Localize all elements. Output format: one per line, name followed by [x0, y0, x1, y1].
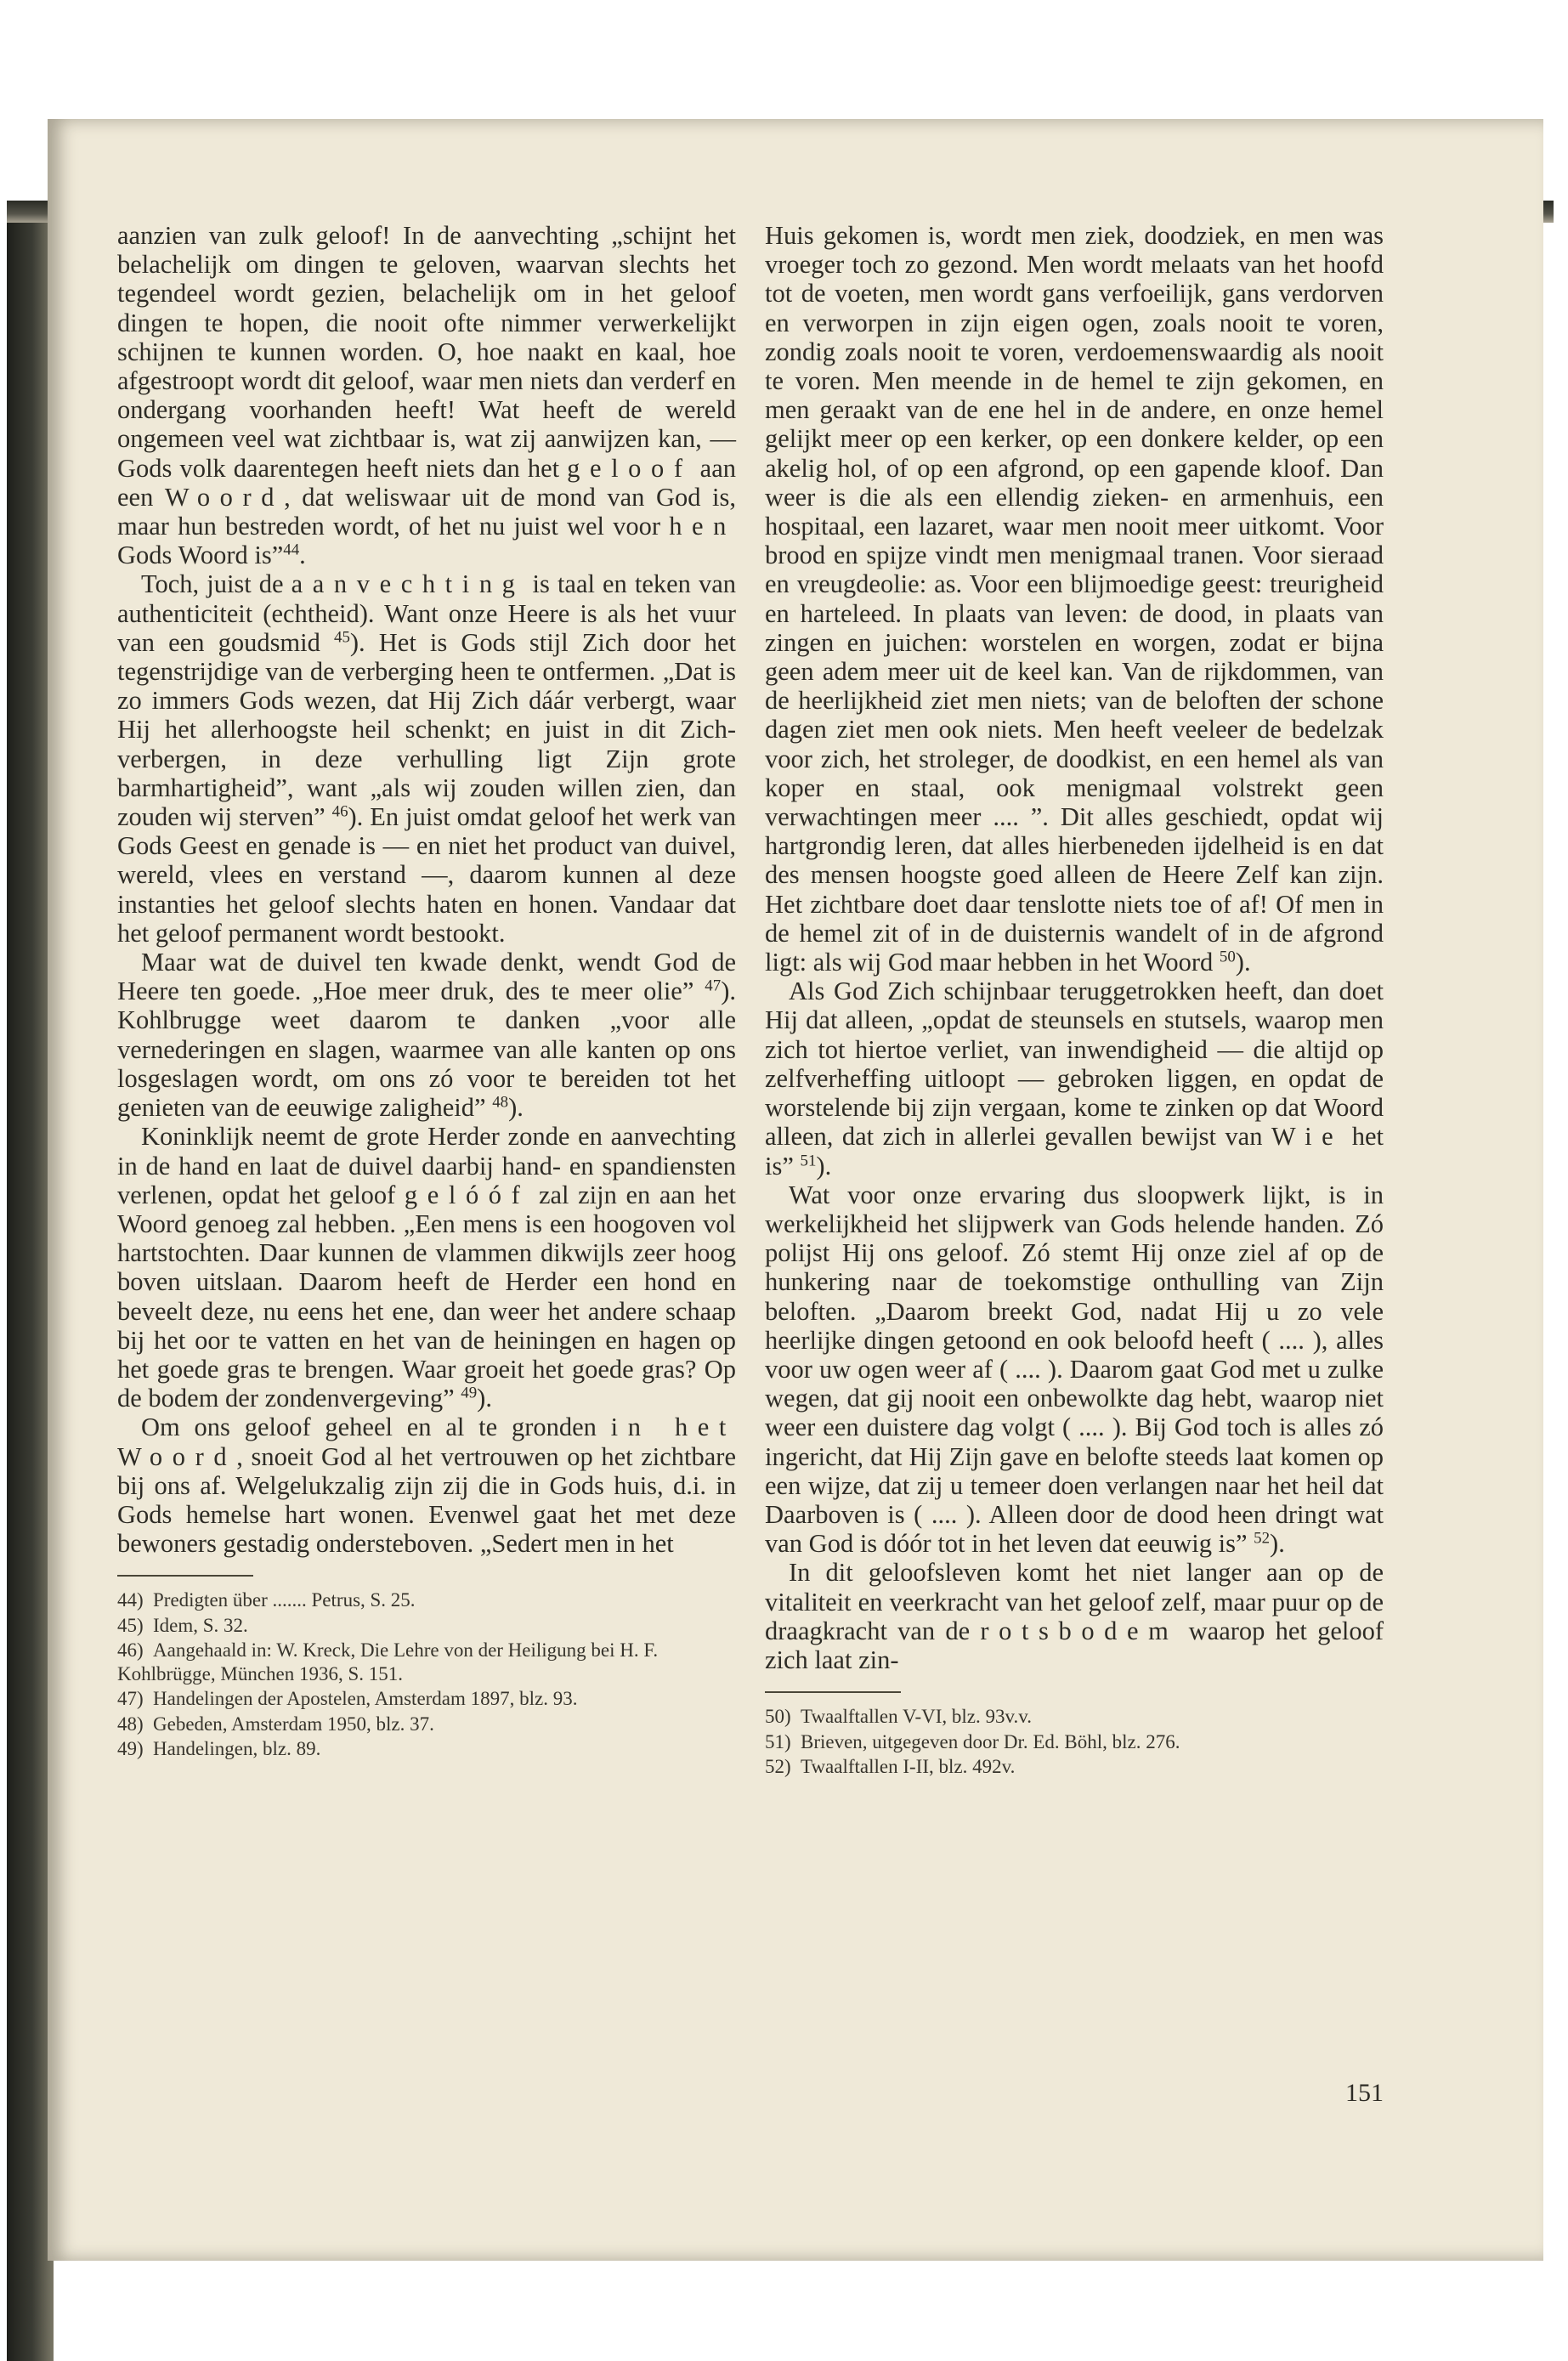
footnote: 48) Gebeden, Amsterdam 1950, blz. 37.: [117, 1713, 434, 1735]
footnote: 52) Twaalftallen I-II, blz. 492v.: [765, 1756, 1016, 1778]
footnote-ref: 46: [331, 802, 348, 821]
footnote: 50) Twaalftallen V-VI, blz. 93v.v.: [765, 1706, 1032, 1728]
page-number: 151: [1345, 2079, 1384, 2107]
right-paragraph-3: Wat voor onze ervaring dus sloopwerk lijkt, is in werkelijkheid het slijpwerk van Gods helende handen. Zó polijst Hij ons geloof. Zó stemt Hij onze ziel af op de hunkering naar de toekomstige onthulling van Zijn beloften. „Daarom breekt God, nadat Hij u zo vele heerlijke dingen getoond en ook beloofd heeft ( .... ), alles voor uw ogen weer af ( .... ). Daarom gaat God met u zulke wegen, dat gij nooit een onbewolkte dag hebt, waarop niet weer een duistere dag volgt ( .... ). Bij God toch is alles zó ingericht, dat Hij Zijn gave en belofte steeds laat komen op een wijze, dat zij u temeer doen verlangen naar het heil dat Daarboven is ( .... ). Alleen door de dood heen dringt wat van God is dóór tot in het leven dat eeuwig is” $^{52}$).: [765, 1180, 1384, 1559]
footnote-separator: [117, 1575, 253, 1577]
footnote: 45) Idem, S. 32.: [117, 1614, 248, 1636]
right-footnotes: [765, 1705, 1384, 1779]
footnote: 47) Handelingen der Apostelen, Amsterdam 1897, blz. 93.: [117, 1688, 578, 1710]
footnote-ref: 51: [800, 1152, 817, 1170]
right-paragraph-2: Als God Zich schijnbaar teruggetrokken heeft, dan doet Hij dat alleen, „opdat de steunsels en stutsels, waarop men zich tot hiertoe verliet, van inwendigheid — die altijd op zelfverheffing uitloopt — gebroken liggen, en opdat de worstelende bij zijn vergaan, kome te zinken op dat Woord alleen, dat zich in allerlei gevallen bewijst van Wie het is” $^{51}$).: [765, 977, 1384, 1180]
footnote: 46) Aangehaald in: W. Kreck, Die Lehre von der Heiligung bei H. F. Kohlbrügge, München 1936, S. 151.: [117, 1639, 659, 1684]
left-column: [117, 221, 736, 1763]
footnote-ref: 50: [1219, 948, 1236, 966]
footnote-ref: 44: [283, 541, 300, 559]
left-paragraph-1: aanzien van zulk geloof! In de aanvechting „schijnt het belachelijk om dingen te geloven, waarvan slechts het tegendeel wordt gezien, belachelijk om in het geloof dingen te hopen, die nooit ofte nimmer verwerkelijkt schijnen te kunnen worden. O, hoe naakt en kaal, hoe afgestroopt wordt dit geloof, waar men niets dan verderf en ondergang voorhanden heeft! Wat heeft de wereld ongemeen veel wat zichtbaar is, wat zij aanwijzen kan, — Gods volk daarentegen heeft niets dan het geloof aan een Woord, dat weliswaar uit de mond van God is, maar hun bestreden wordt, of het nu juist wel voor hen Gods Woord is”$^{44}$.: [117, 221, 737, 570]
left-footnotes: [117, 1588, 736, 1761]
footnote-ref: 47: [705, 977, 722, 995]
footnote-ref: 45: [333, 628, 350, 647]
left-paragraph-4: Koninklijk neemt de grote Herder zonde en aanvechting in de hand en laat de duivel daarbij hand- en spandiensten verlenen, opdat het geloof gelóóf zal zijn en aan het Woord genoeg zal hebben. „Een mens is een hoogoven vol hartstochten. Daar kunnen de vlammen dikwijls zeer hoog boven uitslaan. Daarom heeft de Herder een hond en beveelt deze, nu eens het ene, dan weer het andere schaap bij het oor te vatten en het van de heiningen en hagen op het goede gras te brengen. Waar groeit het goede gras? Op de bodem der zondenvergeving” $^{49}$).: [117, 1122, 736, 1413]
footnote: 49) Handelingen, blz. 89.: [117, 1738, 321, 1760]
left-paragraph-2: Toch, juist de aanvechting is taal en teken van authenticiteit (echtheid). Want onze Heere is als het vuur van een goudsmid $^{45}$). Het is Gods stijl Zich door het tegenstrijdige van de verberging heen te ontfermen. „Dat is zo immers Gods wezen, dat Hij Zich dáár verbergt, waar Hij het allerhoogste heil schenkt; en juist in dit Zich-verbergen, in deze verhulling ligt Zijn grote barmhartigheid”, want „als wij zouden willen zien, dan zouden wij sterven” $^{46}$). En juist omdat geloof het werk van Gods Geest en genade is — en niet het product van duivel, wereld, vlees en verstand —, daarom kunnen al deze instanties het geloof slechts haten en honen. Vandaar dat het geloof permanent wordt bestookt.: [117, 569, 736, 948]
footnote: 51) Brieven, uitgegeven door Dr. Ed. Böhl, blz. 276.: [765, 1730, 1180, 1752]
footnote-ref: 52: [1254, 1529, 1271, 1548]
book-spine: [7, 211, 54, 2361]
footnote-ref: 48: [492, 1093, 509, 1112]
footnote-separator: [765, 1691, 901, 1693]
right-paragraph-4: In dit geloofsleven komt het niet langer aan op de vitaliteit en veerkracht van het geloof zelf, maar puur op de draagkracht van de rotsbodem waarop het geloof zich laat zin-: [765, 1558, 1384, 1674]
right-paragraph-1: Huis gekomen is, wordt men ziek, doodziek, en men was vroeger toch zo gezond. Men wordt melaats van het hoofd tot de voeten, men wordt gans verfoeilijk, gans verdorven en verworpen in zijn eigen ogen, zoals nooit te voren, zondig zoals nooit te voren, verdoemenswaardig als nooit te voren. Men meende in de hemel te zijn gekomen, en men geraakt van de ene hel in de andere, en onze hemel gelijkt meer op een kerker, op een donkere kelder, op een akelig hol, of op een afgrond, op een gapende kloof. Dan weer is die als een ellendig zieken- en armenhuis, een hospitaal, een lazaret, waar men nooit meer uitkomt. Voor brood en spijze vindt men menigmaal tranen. Voor sieraad en vreugdeolie: as. Voor een blijmoedige geest: treurigheid en harteleed. In plaats van leven: de dood, in plaats van zingen en juichen: worstelen en worgen, zodat er bijna geen adem meer uit de keel kan. Van de rijkdommen, van de heerlijkheid ziet men niets; van de beloften der schone dagen ziet men ook niets. Men heeft veeleer de bedelzak voor zich, het stroleger, de doodkist, en een hemel als van koper en staal, ook menigmaal volstrekt geen verwachtingen meer .... ”. Dit alles geschiedt, opdat wij hartgrondig leren, dat alles hierbeneden ijdelheid is en dat des mensen hoogste goed alleen de Heere Zelf kan zijn. Het zichtbare doet daar tenslotte niets toe of af! Of men in de hemel zit of in de duisternis wandelt of in de afgrond ligt: als wij God maar hebben in het Woord $^{50}$).: [765, 221, 1384, 977]
left-paragraph-5: Om ons geloof geheel en al te gronden in het Woord, snoeit God al het vertrouwen op het zichtbare bij ons af. Welgelukzalig zijn zij die in Gods huis, d.i. in Gods hemelse hart wonen. Evenwel gaat het met deze bewoners gestadig ondersteboven. „Sedert men in het: [117, 1413, 736, 1559]
footnote: 44) Predigten über ....... Petrus, S. 25.: [117, 1589, 416, 1611]
right-column: [765, 221, 1384, 1781]
footnote-ref: 49: [461, 1384, 478, 1402]
left-paragraph-3: Maar wat de duivel ten kwade denkt, wendt God de Heere ten goede. „Hoe meer druk, des te meer olie” $^{47}$). Kohlbrugge weet daarom te danken „voor alle vernederingen en slagen, waarmee van alle kanten op ons losgeslagen wordt, om ons zó voor te bereiden tot het genieten van de eeuwige zaligheid” $^{48}$).: [117, 948, 736, 1123]
